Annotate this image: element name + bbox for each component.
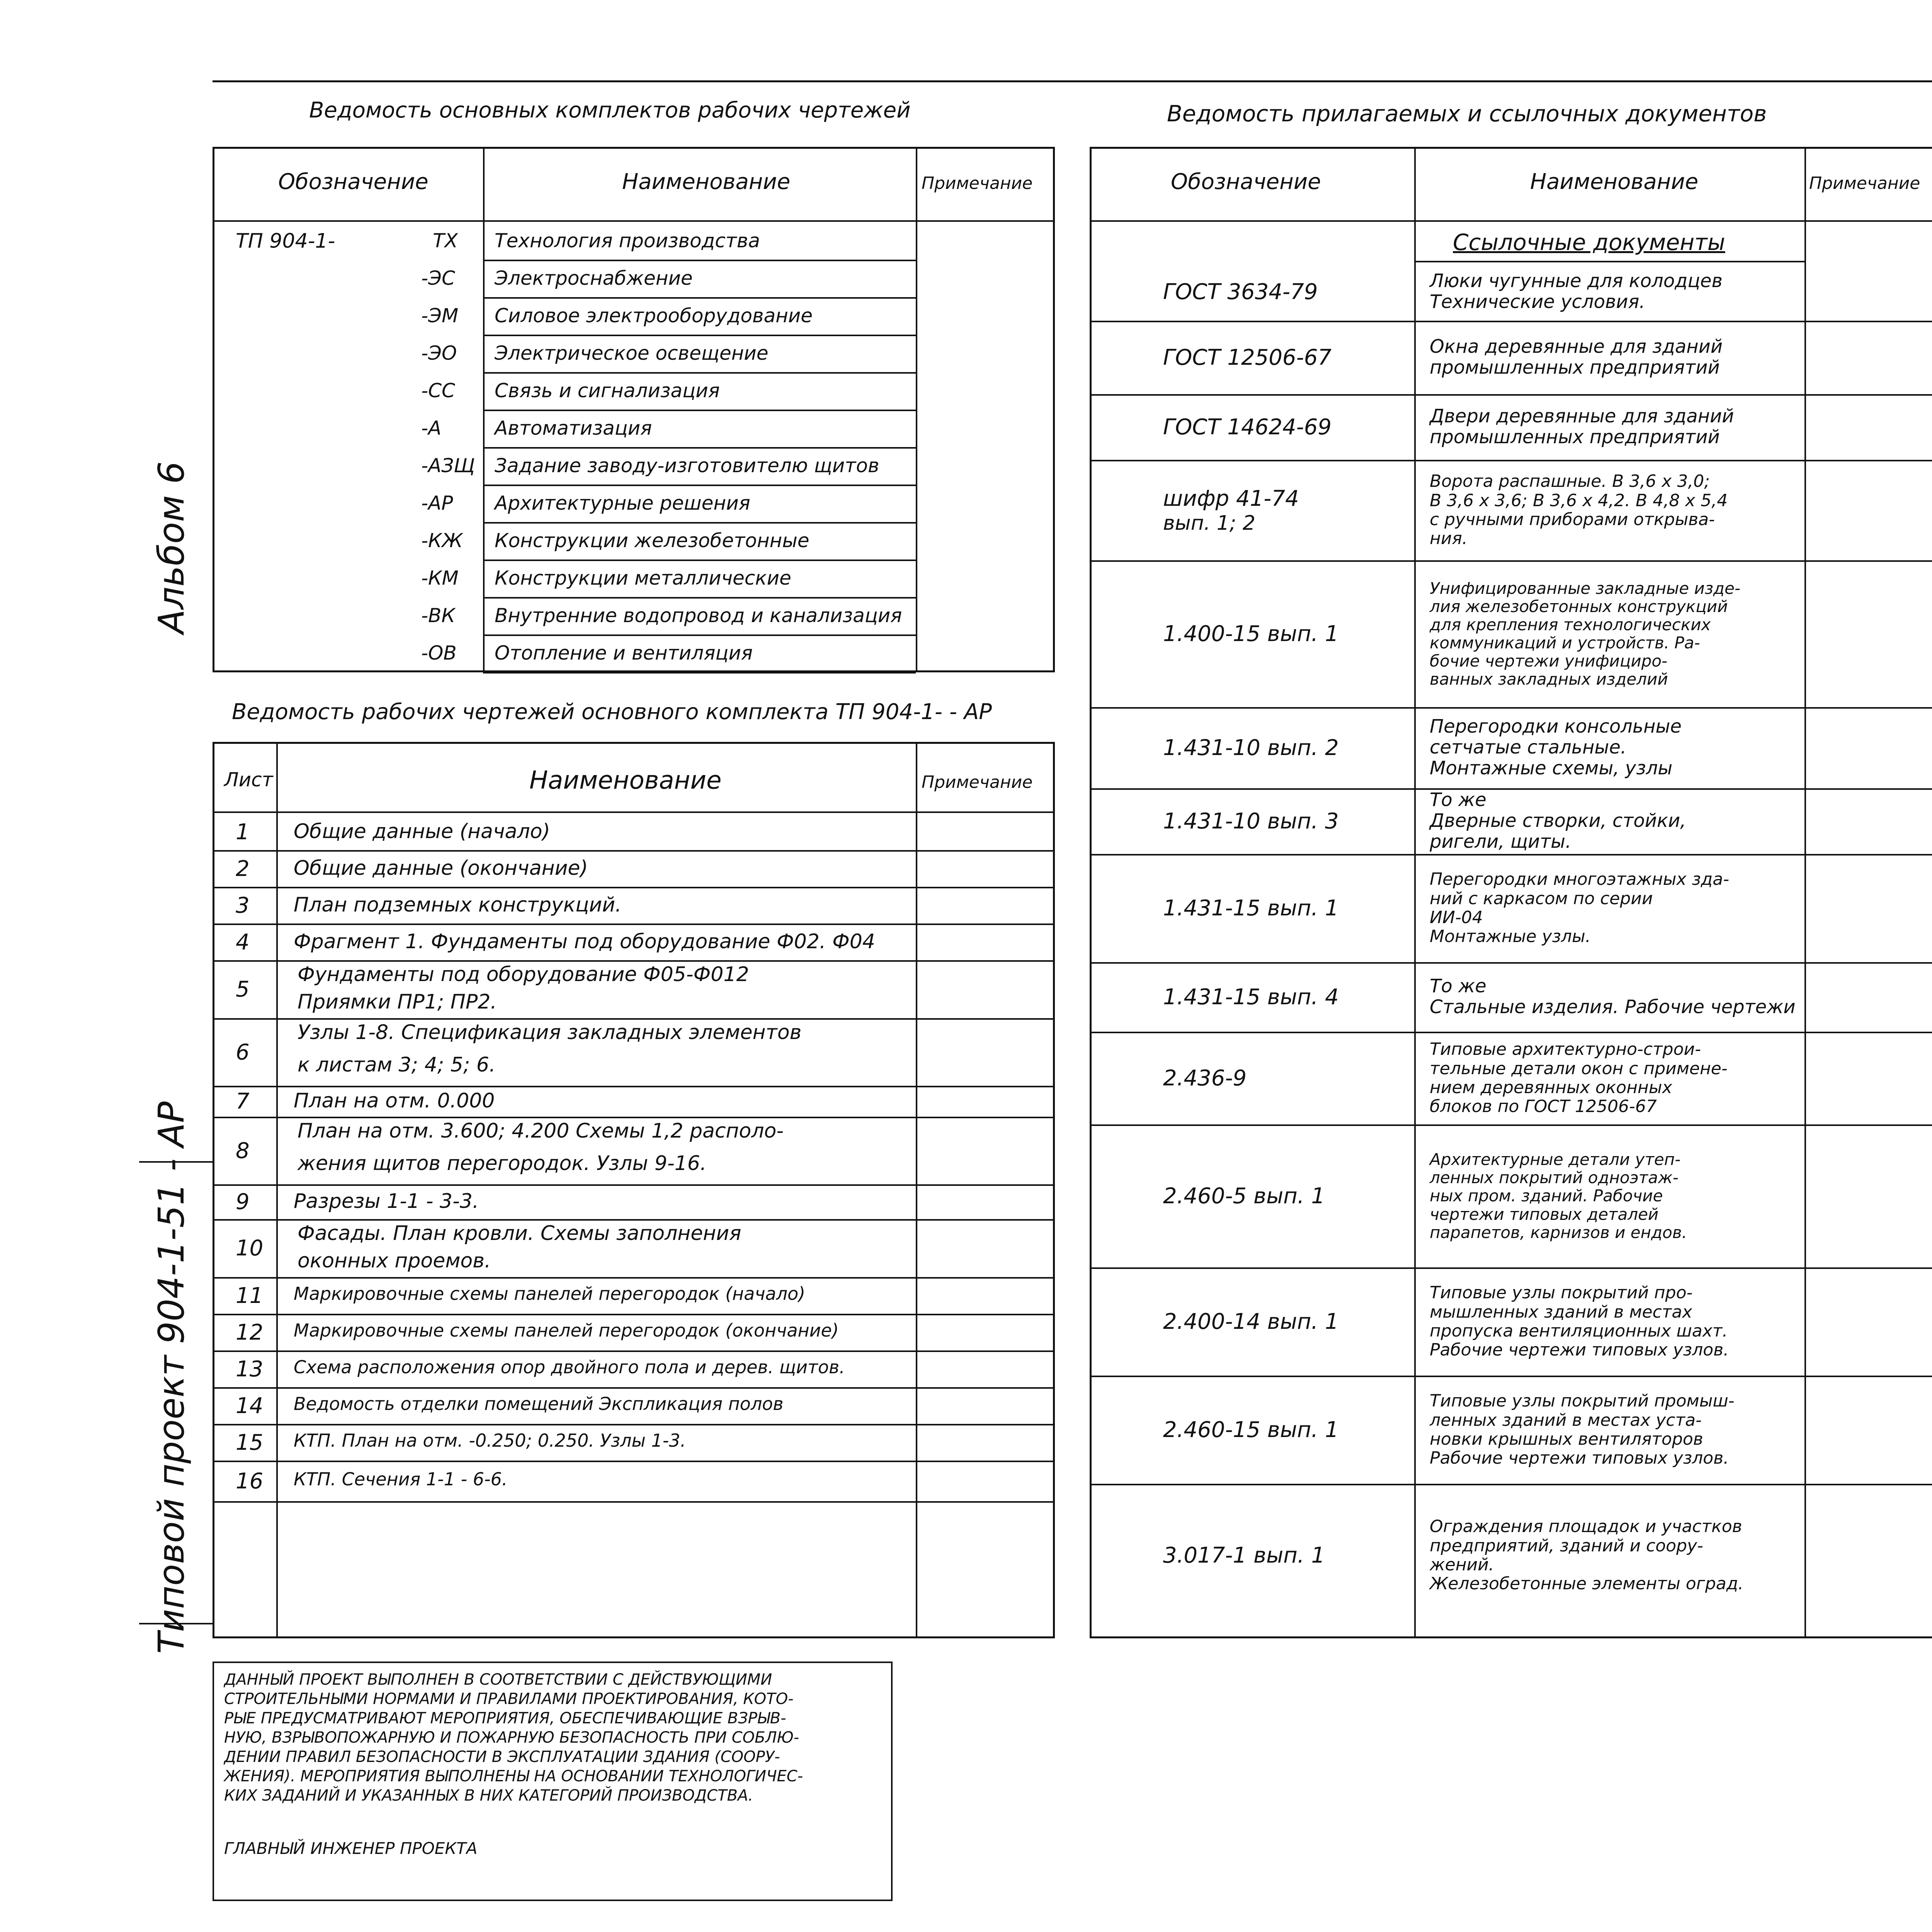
basic-sets-code: -ЭС <box>421 267 455 289</box>
referenced-docs-name: Ограждения площадок и участков <box>1430 1517 1742 1537</box>
basic-sets-name: Автоматизация <box>495 417 652 439</box>
referenced-docs-name: ленных покрытий одноэтаж- <box>1430 1168 1679 1187</box>
referenced-docs-code: 1.431-10 вып. 2 <box>1163 735 1339 760</box>
working-drawings-sheet: 9 <box>236 1189 250 1214</box>
referenced-docs-header-designation: Обозначение <box>1171 169 1321 194</box>
referenced-docs-row-line <box>1090 962 1932 964</box>
referenced-docs-header-note: Примечание <box>1809 173 1920 193</box>
basic-sets-code: -КЖ <box>421 529 463 552</box>
referenced-docs-code: 2.400-14 вып. 1 <box>1163 1309 1339 1334</box>
working-drawings-name: План на отм. 0.000 <box>294 1089 495 1112</box>
basic-sets-prefix: ТП 904-1- <box>236 230 335 253</box>
referenced-docs-code: 3.017-1 вып. 1 <box>1163 1543 1325 1568</box>
referenced-docs-name: промышленных предприятий <box>1430 426 1720 448</box>
referenced-docs-name: пропуска вентиляционных шахт. <box>1430 1321 1728 1341</box>
working-drawings-header-sheet: Лист <box>224 769 273 791</box>
basic-sets-name: Конструкции железобетонные <box>495 529 810 552</box>
referenced-docs-name: ванных закладных изделий <box>1430 670 1668 689</box>
basic-sets-header-note: Примечание <box>922 173 1033 193</box>
working-drawings-row-line <box>213 923 1055 925</box>
working-drawings-col-line <box>276 742 278 1638</box>
referenced-docs-row-line <box>1090 1376 1932 1377</box>
basic-sets-name: Электрическое освещение <box>495 342 769 364</box>
basic-sets-code: -АЗЩ <box>421 454 475 477</box>
working-drawings-row-line <box>213 1461 1055 1462</box>
referenced-docs-col-line <box>1414 147 1416 1638</box>
referenced-docs-col-line <box>1804 147 1806 1638</box>
basic-sets-name: Отопление и вентиляция <box>495 642 753 664</box>
working-drawings-name: КТП. План на отм. -0.250; 0.250. Узлы 1-3. <box>294 1430 686 1451</box>
basic-sets-header-designation: Обозначение <box>278 169 429 194</box>
working-drawings-title: Ведомость рабочих чертежей основного комплекта ТП 904-1- - АР <box>232 699 992 724</box>
working-drawings-sheet: 8 <box>236 1138 250 1163</box>
working-drawings-row-line <box>213 1387 1055 1389</box>
referenced-docs-name: новки крышных вентиляторов <box>1430 1429 1703 1449</box>
working-drawings-sheet: 7 <box>236 1089 250 1114</box>
working-drawings-sheet: 6 <box>236 1039 250 1065</box>
referenced-docs-row-line <box>1090 1124 1932 1126</box>
working-drawings-row-line <box>213 1184 1055 1186</box>
referenced-docs-name: В 3,6 х 3,6; В 3,6 х 4,2. В 4,8 х 5,4 <box>1430 490 1728 510</box>
referenced-docs-name: ний с каркасом по серии <box>1430 888 1653 908</box>
chief-engineer-label: ГЛАВНЫЙ ИНЖЕНЕР ПРОЕКТА <box>224 1839 478 1858</box>
referenced-docs-name: Типовые архитектурно-строи- <box>1430 1039 1701 1060</box>
working-drawings-sheet: 15 <box>236 1430 264 1455</box>
working-drawings-name: Фундаменты под оборудование Ф05-Ф012 <box>298 963 749 986</box>
referenced-docs-title: Ведомость прилагаемых и ссылочных документов <box>1167 100 1767 127</box>
referenced-docs-name: чертежи типовых деталей <box>1430 1204 1659 1224</box>
working-drawings-header-note: Примечание <box>922 772 1033 792</box>
referenced-docs-name: коммуникаций и устройств. Ра- <box>1430 633 1700 652</box>
basic-sets-code: -ЭМ <box>421 304 459 327</box>
referenced-docs-code: ГОСТ 14624-69 <box>1163 415 1332 440</box>
basic-sets-name: Силовое электрооборудование <box>495 304 813 327</box>
referenced-docs-name: ленных зданий в местах уста- <box>1430 1410 1702 1430</box>
working-drawings-sheet: 5 <box>236 977 250 1002</box>
working-drawings-name: Узлы 1-8. Спецификация закладных элементов <box>298 1021 802 1044</box>
note-line: ЖЕНИЯ). МЕРОПРИЯТИЯ ВЫПОЛНЕНЫ НА ОСНОВАНИИ ТЕХНОЛОГИЧЕС- <box>224 1767 803 1785</box>
referenced-docs-row-line <box>1090 788 1932 790</box>
working-drawings-name: Маркировочные схемы панелей перегородок (начало) <box>294 1283 806 1304</box>
sidebar-tick <box>139 1623 213 1624</box>
basic-sets-col-line <box>916 147 917 672</box>
referenced-docs-name: Двери деревянные для зданий <box>1430 405 1734 427</box>
referenced-docs-row-line <box>1090 1032 1932 1033</box>
working-drawings-sheet: 16 <box>236 1468 264 1494</box>
basic-sets-code: -ОВ <box>421 642 457 664</box>
basic-sets-code: -АР <box>421 492 453 514</box>
working-drawings-name: к листам 3; 4; 5; 6. <box>298 1053 496 1077</box>
basic-sets-row-line <box>483 372 916 374</box>
working-drawings-name: Общие данные (начало) <box>294 820 550 843</box>
basic-sets-name: Внутренние водопровод и канализация <box>495 604 902 627</box>
working-drawings-name: Ведомость отделки помещений Экспликация полов <box>294 1393 784 1414</box>
working-drawings-sheet: 13 <box>236 1356 264 1382</box>
working-drawings-name: Схема расположения опор двойного пола и дерев. щитов. <box>294 1356 845 1378</box>
referenced-docs-row-line <box>1090 394 1932 396</box>
working-drawings-name: План подземных конструкций. <box>294 893 622 917</box>
basic-sets-code: -КМ <box>421 567 459 589</box>
working-drawings-row-line <box>213 1219 1055 1221</box>
referenced-docs-name: Архитектурные детали утеп- <box>1430 1150 1681 1169</box>
working-drawings-name: Маркировочные схемы панелей перегородок (окончание) <box>294 1320 839 1341</box>
referenced-docs-name: сетчатые стальные. <box>1430 736 1627 759</box>
referenced-docs-name: ния. <box>1430 529 1468 549</box>
basic-sets-code: -ЭО <box>421 342 457 364</box>
referenced-docs-code: 1.431-15 вып. 4 <box>1163 985 1339 1010</box>
referenced-docs-name: ригели, щиты. <box>1430 830 1571 852</box>
basic-sets-code: -ВК <box>421 604 455 627</box>
basic-sets-name: Связь и сигнализация <box>495 379 720 402</box>
note-line: ДЕНИИ ПРАВИЛ БЕЗОПАСНОСТИ В ЭКСПЛУАТАЦИИ ЗДАНИЯ (СООРУ- <box>224 1748 780 1766</box>
working-drawings-name: жения щитов перегородок. Узлы 9-16. <box>298 1151 707 1175</box>
note-line: СТРОИТЕЛЬНЫМИ НОРМАМИ И ПРАВИЛАМИ ПРОЕКТИРОВАНИЯ, КОТО- <box>224 1690 794 1708</box>
referenced-docs-code: вып. 1; 2 <box>1163 512 1255 535</box>
referenced-docs-section-label: Ссылочные документы <box>1453 229 1725 255</box>
referenced-docs-code: ГОСТ 12506-67 <box>1163 345 1332 370</box>
working-drawings-sheet: 4 <box>236 929 250 955</box>
working-drawings-row-line <box>213 850 1055 852</box>
referenced-docs-code: 1.431-15 вып. 1 <box>1163 896 1339 921</box>
referenced-docs-name: Технические условия. <box>1430 291 1645 313</box>
working-drawings-sheet: 3 <box>236 893 250 918</box>
sidebar-tick <box>139 1161 213 1163</box>
referenced-docs-code: шифр 41-74 <box>1163 486 1299 511</box>
referenced-docs-name: нием деревянных оконных <box>1430 1078 1672 1097</box>
sidebar-project-label: Типовой проект 904-1-51 - АР <box>151 1101 192 1654</box>
referenced-docs-name: ных пром. зданий. Рабочие <box>1430 1186 1663 1206</box>
referenced-docs-name: ИИ-04 <box>1430 908 1483 927</box>
referenced-docs-name: Монтажные схемы, узлы <box>1430 757 1673 779</box>
referenced-docs-name: бочие чертежи унифициро- <box>1430 651 1668 671</box>
basic-sets-row-line <box>483 410 916 411</box>
referenced-docs-name: Рабочие чертежи типовых узлов. <box>1430 1340 1729 1360</box>
working-drawings-row-line <box>213 960 1055 962</box>
working-drawings-row-line <box>213 1018 1055 1020</box>
basic-sets-row-line <box>483 335 916 336</box>
referenced-docs-name: Типовые узлы покрытий промыш- <box>1430 1391 1735 1411</box>
working-drawings-sheet: 1 <box>236 819 250 845</box>
basic-sets-name: Архитектурные решения <box>495 492 750 514</box>
note-line: КИХ ЗАДАНИЙ И УКАЗАННЫХ В НИХ КАТЕГОРИЙ ПРОИЗВОДСТВА. <box>224 1787 753 1804</box>
working-drawings-name: Фасады. План кровли. Схемы заполнения <box>298 1222 742 1245</box>
referenced-docs-name: мышленных зданий в местах <box>1430 1302 1692 1322</box>
working-drawings-col-line <box>916 742 917 1638</box>
working-drawings-name: Общие данные (окончание) <box>294 856 588 880</box>
referenced-docs-name: Ворота распашные. В 3,6 х 3,0; <box>1430 471 1710 492</box>
referenced-docs-name: лия железобетонных конструкций <box>1430 597 1728 616</box>
working-drawings-name: КТП. Сечения 1-1 - 6-6. <box>294 1468 508 1490</box>
referenced-docs-name: Перегородки консольные <box>1430 716 1682 738</box>
referenced-docs-header-name: Наименование <box>1530 169 1699 194</box>
referenced-docs-row-line <box>1090 707 1932 709</box>
basic-sets-row-line <box>483 447 916 449</box>
working-drawings-row-line <box>213 887 1055 888</box>
referenced-docs-name: предприятий, зданий и соору- <box>1430 1536 1703 1556</box>
working-drawings-name: Приямки ПР1; ПР2. <box>298 990 497 1014</box>
basic-sets-code: ТХ <box>433 230 458 252</box>
basic-sets-header-name: Наименование <box>622 169 791 194</box>
referenced-docs-name: То же <box>1430 975 1486 997</box>
note-line: РЫЕ ПРЕДУСМАТРИВАЮТ МЕРОПРИЯТИЯ, ОБЕСПЕЧИВАЮЩИЕ ВЗРЫВ- <box>224 1709 786 1727</box>
referenced-docs-row-line <box>1090 1267 1932 1269</box>
referenced-docs-name: Окна деревянные для зданий <box>1430 336 1723 358</box>
basic-sets-name: Конструкции металлические <box>495 567 791 589</box>
referenced-docs-row-line <box>1090 560 1932 562</box>
referenced-docs-name: Дверные створки, стойки, <box>1430 810 1686 832</box>
working-drawings-row-line <box>213 1117 1055 1118</box>
referenced-docs-name: промышленных предприятий <box>1430 357 1720 378</box>
referenced-docs-row-line <box>1090 460 1932 461</box>
working-drawings-header-line <box>213 811 1055 813</box>
referenced-docs-code: 1.400-15 вып. 1 <box>1163 621 1339 646</box>
referenced-docs-name: Типовые узлы покрытий про- <box>1430 1283 1693 1303</box>
frame-top-line <box>213 80 1932 82</box>
basic-sets-header-line <box>213 220 1055 222</box>
working-drawings-name: оконных проемов. <box>298 1249 491 1272</box>
basic-sets-title: Ведомость основных комплектов рабочих чертежей <box>309 98 911 123</box>
referenced-docs-name: Рабочие чертежи типовых узлов. <box>1430 1448 1729 1468</box>
basic-sets-code: -А <box>421 417 442 439</box>
referenced-docs-name: Унифицированные закладные изде- <box>1430 578 1741 598</box>
working-drawings-row-line <box>213 1350 1055 1352</box>
referenced-docs-code: 2.460-5 вып. 1 <box>1163 1184 1325 1209</box>
sidebar-album-label: Альбом 6 <box>151 461 192 634</box>
basic-sets-row-line <box>483 485 916 486</box>
referenced-docs-name: жений. <box>1430 1555 1494 1575</box>
working-drawings-header-name: Наименование <box>529 766 722 795</box>
referenced-docs-code: 1.431-10 вып. 3 <box>1163 809 1339 834</box>
referenced-docs-row-line <box>1090 854 1932 855</box>
working-drawings-sheet: 2 <box>236 856 250 881</box>
referenced-docs-name: для крепления технологических <box>1430 615 1711 634</box>
working-drawings-name: Фрагмент 1. Фундаменты под оборудование Ф02. Ф04 <box>294 930 875 953</box>
working-drawings-row-line <box>213 1086 1055 1087</box>
basic-sets-row-line <box>483 260 916 261</box>
referenced-docs-name: тельные детали окон с примене- <box>1430 1058 1728 1078</box>
referenced-docs-name: парапетов, карнизов и ендов. <box>1430 1223 1687 1242</box>
working-drawings-row-line <box>213 1314 1055 1315</box>
working-drawings-row-line <box>213 1424 1055 1425</box>
basic-sets-row-line <box>483 522 916 524</box>
referenced-docs-code: 2.460-15 вып. 1 <box>1163 1417 1339 1442</box>
basic-sets-row-line <box>483 634 916 636</box>
basic-sets-row-line <box>483 560 916 561</box>
referenced-docs-name: Железобетонные элементы оград. <box>1430 1574 1744 1594</box>
referenced-docs-row-line <box>1090 1484 1932 1485</box>
working-drawings-row-line <box>213 1501 1055 1503</box>
referenced-docs-code: 2.436-9 <box>1163 1066 1247 1091</box>
basic-sets-row-line <box>483 597 916 599</box>
basic-sets-row-line <box>483 297 916 299</box>
working-drawings-name: Разрезы 1-1 - 3-3. <box>294 1190 479 1213</box>
referenced-docs-name: блоков по ГОСТ 12506-67 <box>1430 1097 1657 1117</box>
working-drawings-row-line <box>213 1277 1055 1279</box>
referenced-docs-row-line <box>1090 321 1932 322</box>
basic-sets-code: -СС <box>421 379 455 402</box>
referenced-docs-name: Стальные изделия. Рабочие чертежи <box>1430 996 1796 1018</box>
basic-sets-row-line <box>483 672 916 673</box>
working-drawings-sheet: 10 <box>236 1236 264 1261</box>
referenced-docs-name: То же <box>1430 789 1486 811</box>
referenced-docs-section-line <box>1414 261 1804 262</box>
basic-sets-name: Технология производства <box>495 230 760 252</box>
working-drawings-sheet: 14 <box>236 1393 264 1418</box>
referenced-docs-name: Перегородки многоэтажных зда- <box>1430 869 1730 889</box>
working-drawings-sheet: 11 <box>236 1283 264 1308</box>
basic-sets-name: Электроснабжение <box>495 267 693 289</box>
referenced-docs-name: Люки чугунные для колодцев <box>1430 270 1723 292</box>
referenced-docs-name: Монтажные узлы. <box>1430 927 1591 947</box>
referenced-docs-code: ГОСТ 3634-79 <box>1163 279 1318 304</box>
working-drawings-name: План на отм. 3.600; 4.200 Схемы 1,2 располо- <box>298 1119 784 1143</box>
basic-sets-name: Задание заводу-изготовителю щитов <box>495 454 879 477</box>
note-line: ДАННЫЙ ПРОЕКТ ВЫПОЛНЕН В СООТВЕТСТВИИ С ДЕЙСТВУЮЩИМИ <box>224 1671 772 1689</box>
referenced-docs-name: с ручными приборами открыва- <box>1430 510 1715 529</box>
working-drawings-sheet: 12 <box>236 1320 264 1345</box>
note-line: НУЮ, ВЗРЫВОПОЖАРНУЮ И ПОЖАРНУЮ БЕЗОПАСНОСТЬ ПРИ СОБЛЮ- <box>224 1729 799 1747</box>
